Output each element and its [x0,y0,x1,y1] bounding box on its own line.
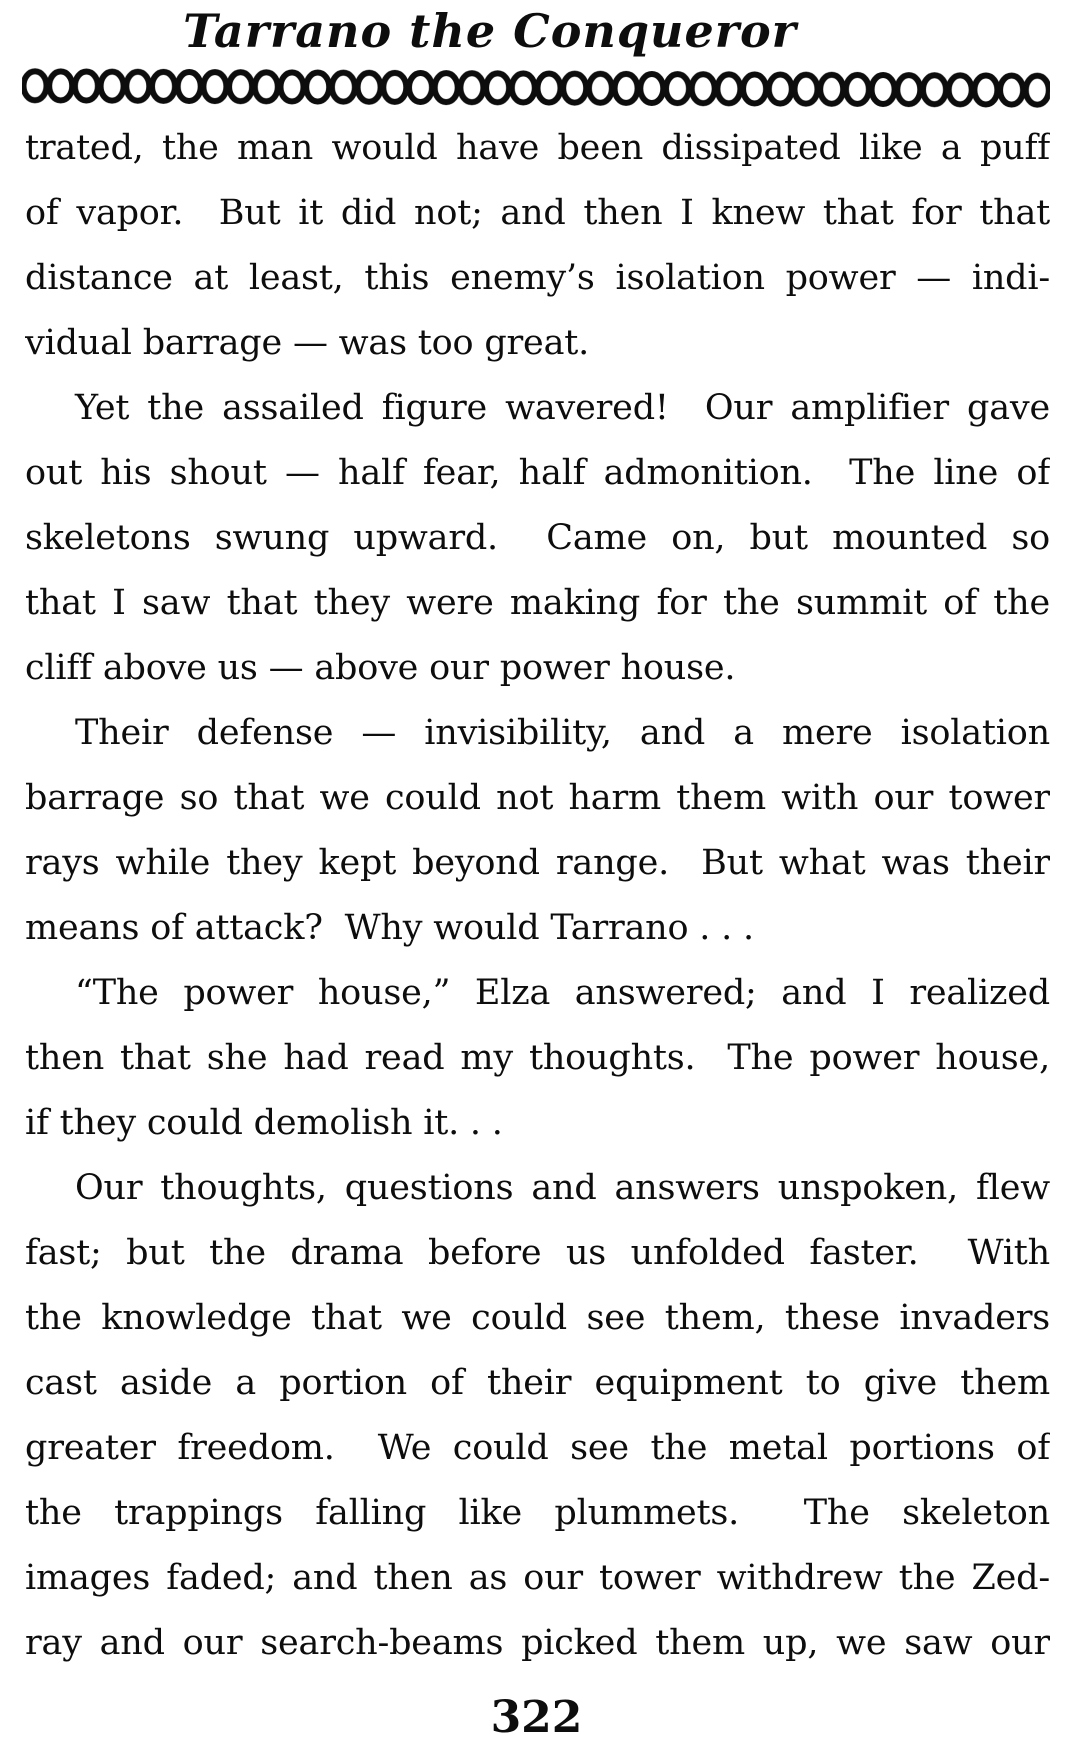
text-line: vidual barrage — was too great. [25,323,590,363]
text-line: barrage so that we could not harm them with our tower [25,778,1050,818]
text-line: cliff above us — above our power house. [25,648,736,688]
text-line: means of attack? Why would Tarrano . . . [25,908,754,948]
chain-border-ornament [22,66,1050,110]
text-line: ray and our search-beams picked them up, we saw our [25,1623,1050,1663]
body-text [25,116,1050,1676]
page-number: 322 [490,1692,583,1743]
text-line: Yet the assailed figure wavered! Our amplifier gave [75,388,1050,428]
text-line: the knowledge that we could see them, these invaders [25,1298,1050,1338]
text-line: that I saw that they were making for the summit of the [25,583,1050,623]
text-line: out his shout — half fear, half admonition. The line of [25,453,1050,493]
text-line: then that she had read my thoughts. The power house, [25,1038,1050,1078]
text-line: the trappings falling like plummets. The skeleton [25,1493,1050,1533]
text-line: Their defense — invisibility, and a mere isolation [75,713,1050,753]
text-line: if they could demolish it. . . [25,1103,503,1143]
text-line: greater freedom. We could see the metal portions of [25,1428,1050,1468]
text-line: Our thoughts, questions and answers unspoken, flew [75,1168,1050,1208]
text-line: trated, the man would have been dissipated like a puff [25,128,1050,168]
text-line: images faded; and then as our tower withdrew the Zed- [25,1558,1050,1598]
text-line: of vapor. But it did not; and then I knew that for that [25,193,1050,233]
text-line: “The power house,” Elza answered; and I realized [75,973,1050,1013]
text-line: cast aside a portion of their equipment to give them [25,1363,1050,1403]
page-title: Tarrano the Conqueror [183,4,797,58]
text-line: fast; but the drama before us unfolded faster. With [25,1233,1050,1273]
text-line: rays while they kept beyond range. But what was their [25,843,1050,883]
text-line: distance at least, this enemy’s isolation power — indi- [25,258,1050,298]
text-line: skeletons swung upward. Came on, but mounted so [25,518,1050,558]
